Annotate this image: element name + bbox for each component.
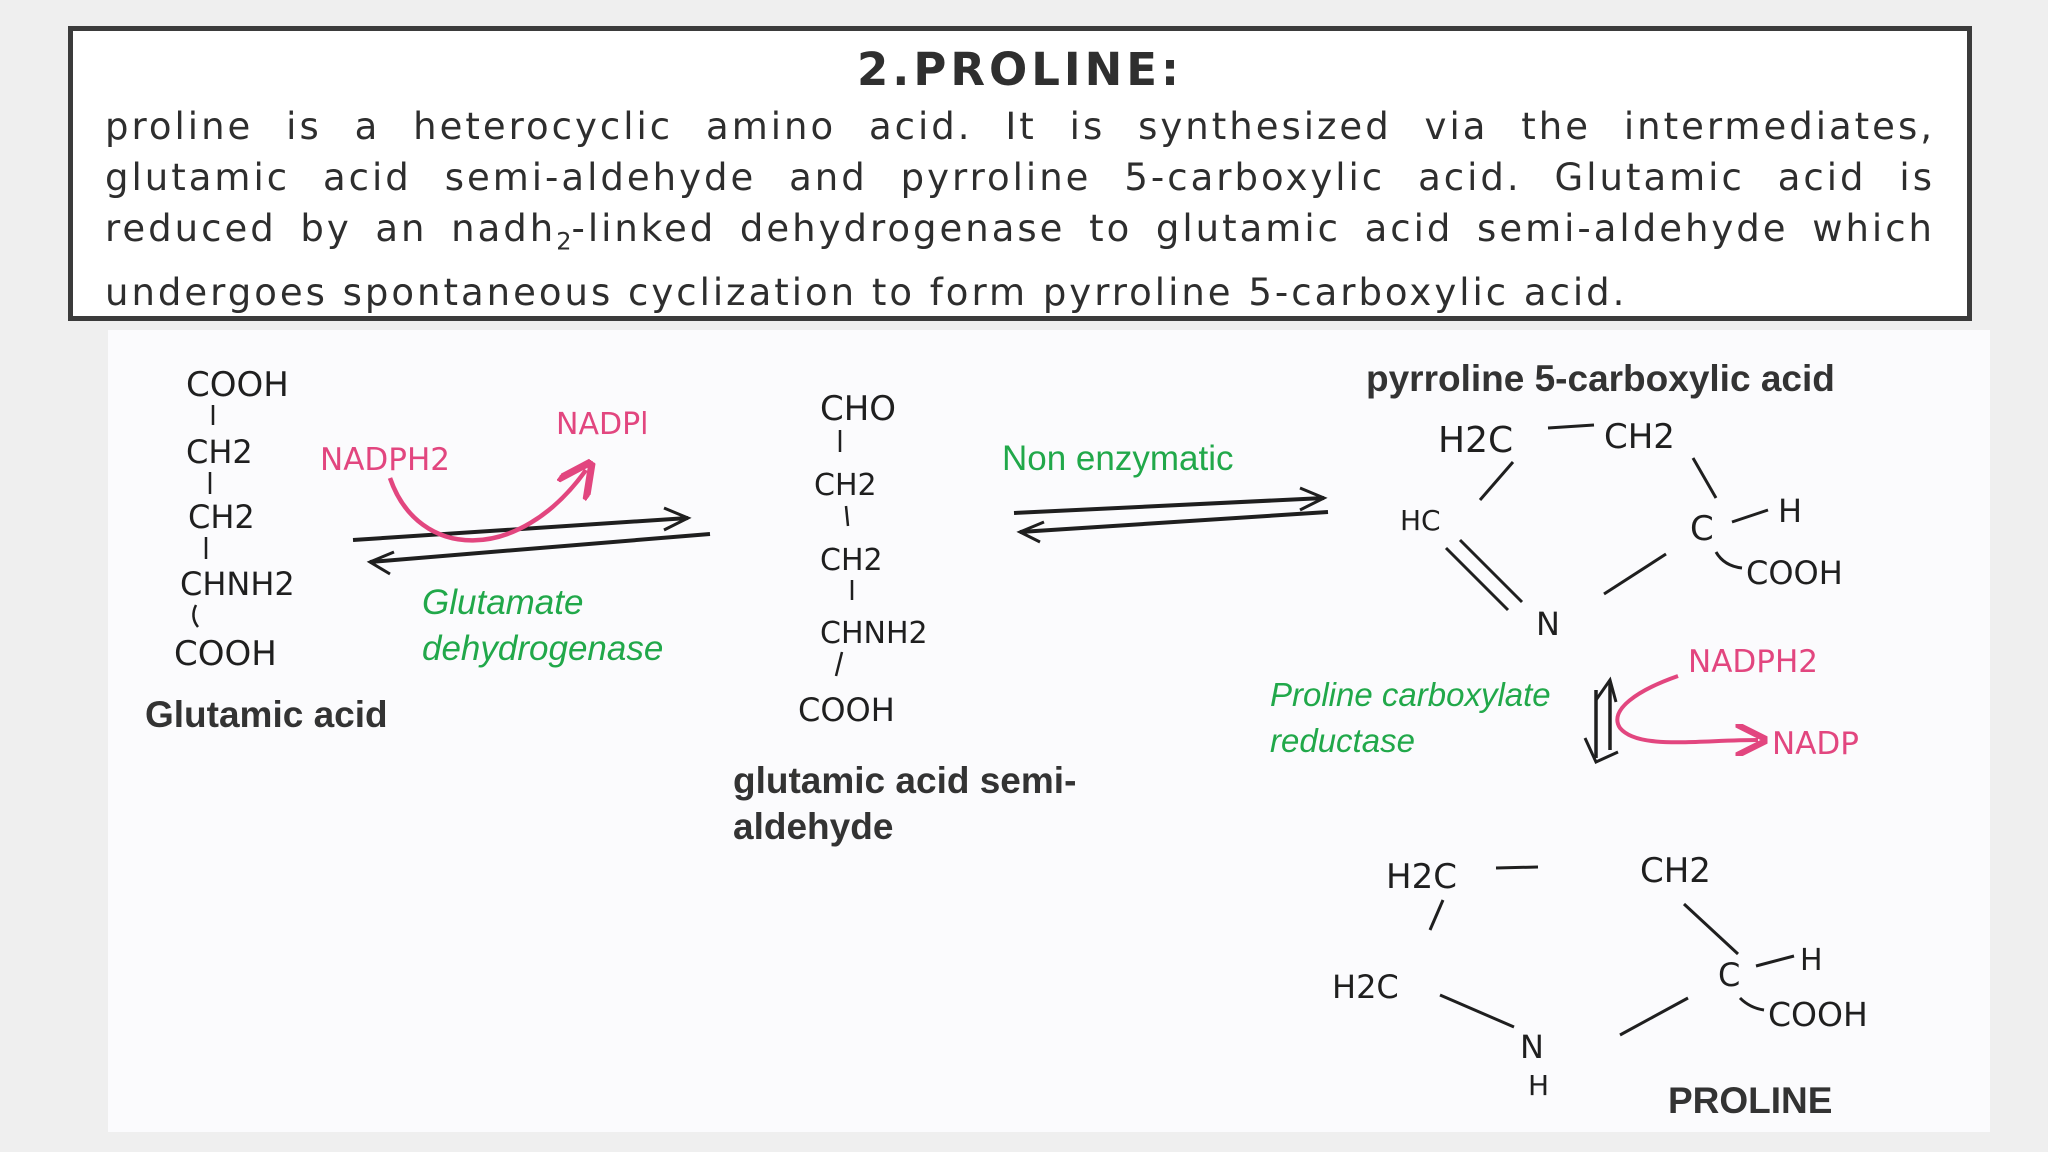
cofactor-nadph2-step1: NADPH2 xyxy=(320,442,450,478)
equilibrium-arrows-step2 xyxy=(1014,488,1328,542)
description-paragraph xyxy=(105,101,1935,318)
glu-cooh-top: COOH xyxy=(186,365,289,405)
cofactor-nadph2-step3: NADPH2 xyxy=(1688,644,1818,680)
proline-ring xyxy=(1332,851,1868,1102)
p5c-hc: HC xyxy=(1400,504,1441,537)
description-text-part1: proline is a heterocyclic amino acid. It is synthesized via the intermediates, glutamic acid semi-aldehyde and pyrroline 5-carboxylic acid. Glutamic acid is reduced by an nadh xyxy=(105,105,1935,250)
label-semi-aldehyde-line1: glutamic acid semi- xyxy=(733,760,1077,801)
p5c-bond-cooh xyxy=(1716,552,1742,568)
gsa-ch2-1: CH2 xyxy=(814,468,877,503)
pro-bond-left xyxy=(1430,900,1443,930)
gsa-ch2-2: CH2 xyxy=(820,543,883,578)
label-glutamic-acid: Glutamic acid xyxy=(145,694,388,735)
p5c-bond-right xyxy=(1693,458,1716,498)
p5c-ch2: CH2 xyxy=(1604,417,1675,457)
glu-bond-4 xyxy=(193,605,198,627)
pro-bond-c-n xyxy=(1440,995,1514,1027)
pro-n: N xyxy=(1520,1028,1544,1066)
p5c-h: H xyxy=(1778,492,1803,530)
label-pyrroline: pyrroline 5-carboxylic acid xyxy=(1366,358,1835,399)
pro-bond-cooh xyxy=(1740,998,1764,1010)
gsa-chnh2: CHNH2 xyxy=(820,616,928,651)
pro-h2c-top: H2C xyxy=(1386,857,1457,897)
p5c-c: C xyxy=(1690,509,1714,549)
description-text-part2: -linked dehydrogenase to glutamic acid semi-aldehyde which undergoes spontaneous cyclization to form pyrroline 5-carboxylic acid. xyxy=(105,207,1935,315)
gsa-bond-4 xyxy=(836,652,842,676)
pro-cooh: COOH xyxy=(1768,995,1868,1034)
reductase-arrow-up-head xyxy=(1596,680,1616,702)
nonenz-forward-line xyxy=(1014,498,1324,513)
section-title: 2.PROLINE: xyxy=(856,43,1184,96)
label-proline: PROLINE xyxy=(1668,1080,1833,1121)
pro-nh: H xyxy=(1528,1069,1550,1102)
pro-c: C xyxy=(1718,956,1741,994)
equilibrium-arrows-step1 xyxy=(353,508,710,574)
enzyme-proline-reductase-line1: Proline carboxylate xyxy=(1270,676,1551,713)
pro-h2c-left: H2C xyxy=(1332,968,1399,1006)
glu-ch2-1: CH2 xyxy=(186,433,253,471)
glutamic-acid-structure xyxy=(174,365,295,674)
glu-chnh2: CHNH2 xyxy=(180,565,295,603)
enzyme-glutamate-dh-line1: Glutamate xyxy=(422,583,584,622)
p5c-h2c: H2C xyxy=(1438,420,1514,461)
pathway-diagram xyxy=(108,330,1990,1132)
semi-aldehyde-structure xyxy=(798,389,928,729)
nonenz-reverse-line xyxy=(1020,512,1328,532)
pro-bond-top xyxy=(1496,867,1538,868)
pyrroline-ring xyxy=(1400,417,1843,643)
pro-bond-n-c xyxy=(1620,998,1688,1035)
p5c-bond-left-upper xyxy=(1480,462,1513,500)
reductase-arrow-down-head xyxy=(1585,738,1618,762)
glu-ch2-2: CH2 xyxy=(188,498,255,536)
equilibrium-arrows-step3 xyxy=(1585,680,1618,762)
gsa-cho: CHO xyxy=(820,389,897,429)
reverse-arrow-line xyxy=(370,534,710,562)
cofactor-nadp-step1: NADPl xyxy=(556,407,649,442)
gsa-bond-2 xyxy=(846,506,848,526)
p5c-n: N xyxy=(1536,605,1560,643)
pro-bond-right xyxy=(1684,904,1738,954)
pro-ch2: CH2 xyxy=(1640,851,1711,891)
enzyme-proline-reductase-line2: reductase xyxy=(1270,722,1415,759)
enzyme-glutamate-dh-line2: dehydrogenase xyxy=(422,629,664,668)
gsa-cooh: COOH xyxy=(798,691,895,729)
p5c-bond-n-c xyxy=(1604,554,1666,594)
pro-h: H xyxy=(1800,943,1823,978)
cofactor-curve-step3 xyxy=(1617,676,1758,742)
pro-bond-h xyxy=(1756,956,1794,966)
p5c-bond-top xyxy=(1548,425,1594,428)
description-subscript: 2 xyxy=(556,227,572,256)
p5c-cooh: COOH xyxy=(1746,554,1843,592)
glu-cooh-bottom: COOH xyxy=(174,634,277,674)
p5c-bond-h xyxy=(1732,510,1768,522)
info-box xyxy=(68,26,1972,321)
label-semi-aldehyde-line2: aldehyde xyxy=(733,806,894,847)
cofactor-nadp-step3: NADP xyxy=(1772,726,1859,762)
label-non-enzymatic: Non enzymatic xyxy=(1002,439,1234,478)
